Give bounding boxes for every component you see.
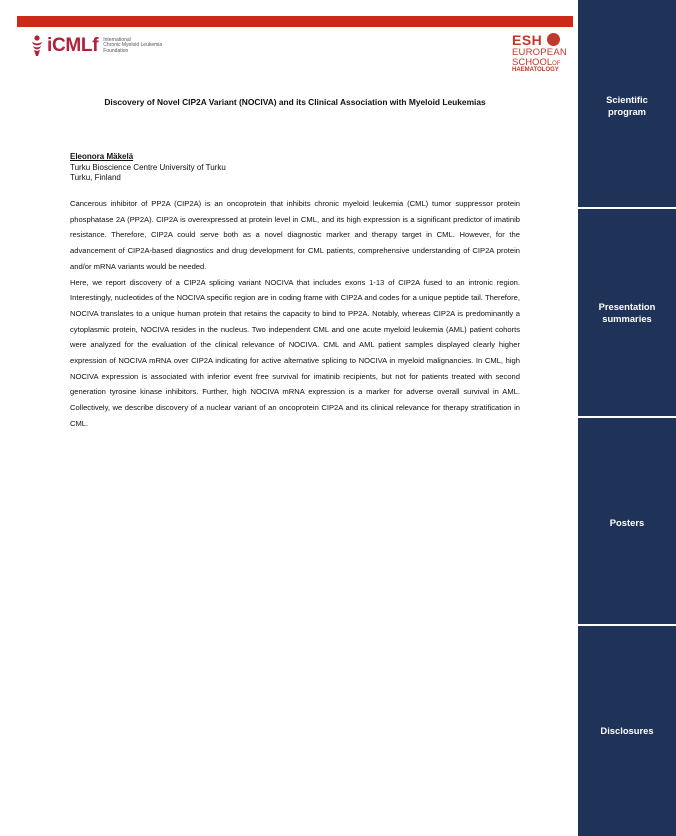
header-accent-bar	[17, 16, 573, 27]
author-location: Turku, Finland	[70, 173, 121, 182]
esh-dot-icon	[547, 33, 560, 46]
author-affiliation: Turku Bioscience Centre University of Turku	[70, 162, 226, 172]
sidebar-item-scientific-program[interactable]: Scientific program	[578, 0, 676, 207]
icmlf-figure-icon	[30, 35, 44, 57]
document-title: Discovery of Novel CIP2A Variant (NOCIVA) and its Clinical Association with Myeloid Leukemias	[104, 97, 486, 107]
sidebar-item-disclosures[interactable]: Disclosures	[578, 626, 676, 836]
abstract-body	[70, 196, 520, 432]
icmlf-tagline: International Chronic Myeloid Leukemia Foundation	[103, 36, 163, 54]
esh-logo: ESH EUROPEAN SCHOOLOF HAEMATOLOGY	[512, 32, 567, 73]
sidebar-nav	[577, 0, 676, 836]
sidebar-item-presentation-summaries[interactable]: Presentation summaries	[578, 209, 676, 416]
abstract-paragraph: Here, we report discovery of a CIP2A splicing variant NOCIVA that includes exons 1-13 of CIP2A fused to an intronic region. Interestingly, nucleotides of the NOCIVA specific region are in coding frame with CIP2A and codes for a unique peptide tail. Therefore, NOCIVA translates to a unique human protein that retains the capacity to bind to PP2A. Notably, whereas CIP2A is predominantly a cytoplasmic protein, NOCIVA resides in the nucleus. Two independent CML and one acute myeloid leukemia (AML) patient cohorts were analyzed for the evaluation of the clinical relevance of NOCIVA. CML and AML patient samples displayed clearly higher expression of NOCIVA mRNA over CIP2A indicating for active alternative splicing to NOCIVA in myeloid malignancies. In CML, high NOCIVA expression is associated with inferior event free survival for imatinib recipients, but not for patients treated with second generation tyrosine kinase inhibitors. Further, high NOCIVA mRNA expression is a marker for adverse overall survival in AML. Collectively, we describe discovery of a nuclear variant of an oncoprotein CIP2A and its clinical relevance for therapy stratification in CML.	[70, 277, 520, 428]
author-block	[70, 152, 226, 184]
abstract-paragraph: Cancerous inhibitor of PP2A (CIP2A) is an oncoprotein that inhibits chronic myeloid leukemia (CML) tumor suppressor protein phosphatase 2A (PP2A). CIP2A is overexpressed at protein level in CML, and its high expression is a significant predictor of imatinib resistance. Therefore, CIP2A could serve both as a novel diagnostic marker and therapy target in CML. However, for the advancement of CIP2A-based diagnostics and drug development for CML patients, comprehensive understanding of CIP2A protein and/or mRNA variants would be needed.	[70, 199, 520, 271]
sidebar-item-posters[interactable]: Posters	[578, 418, 676, 624]
icmlf-wordmark: iCMLf	[47, 35, 99, 56]
author-name: Eleonora Mäkelä	[70, 152, 134, 161]
icmlf-logo	[30, 35, 173, 57]
